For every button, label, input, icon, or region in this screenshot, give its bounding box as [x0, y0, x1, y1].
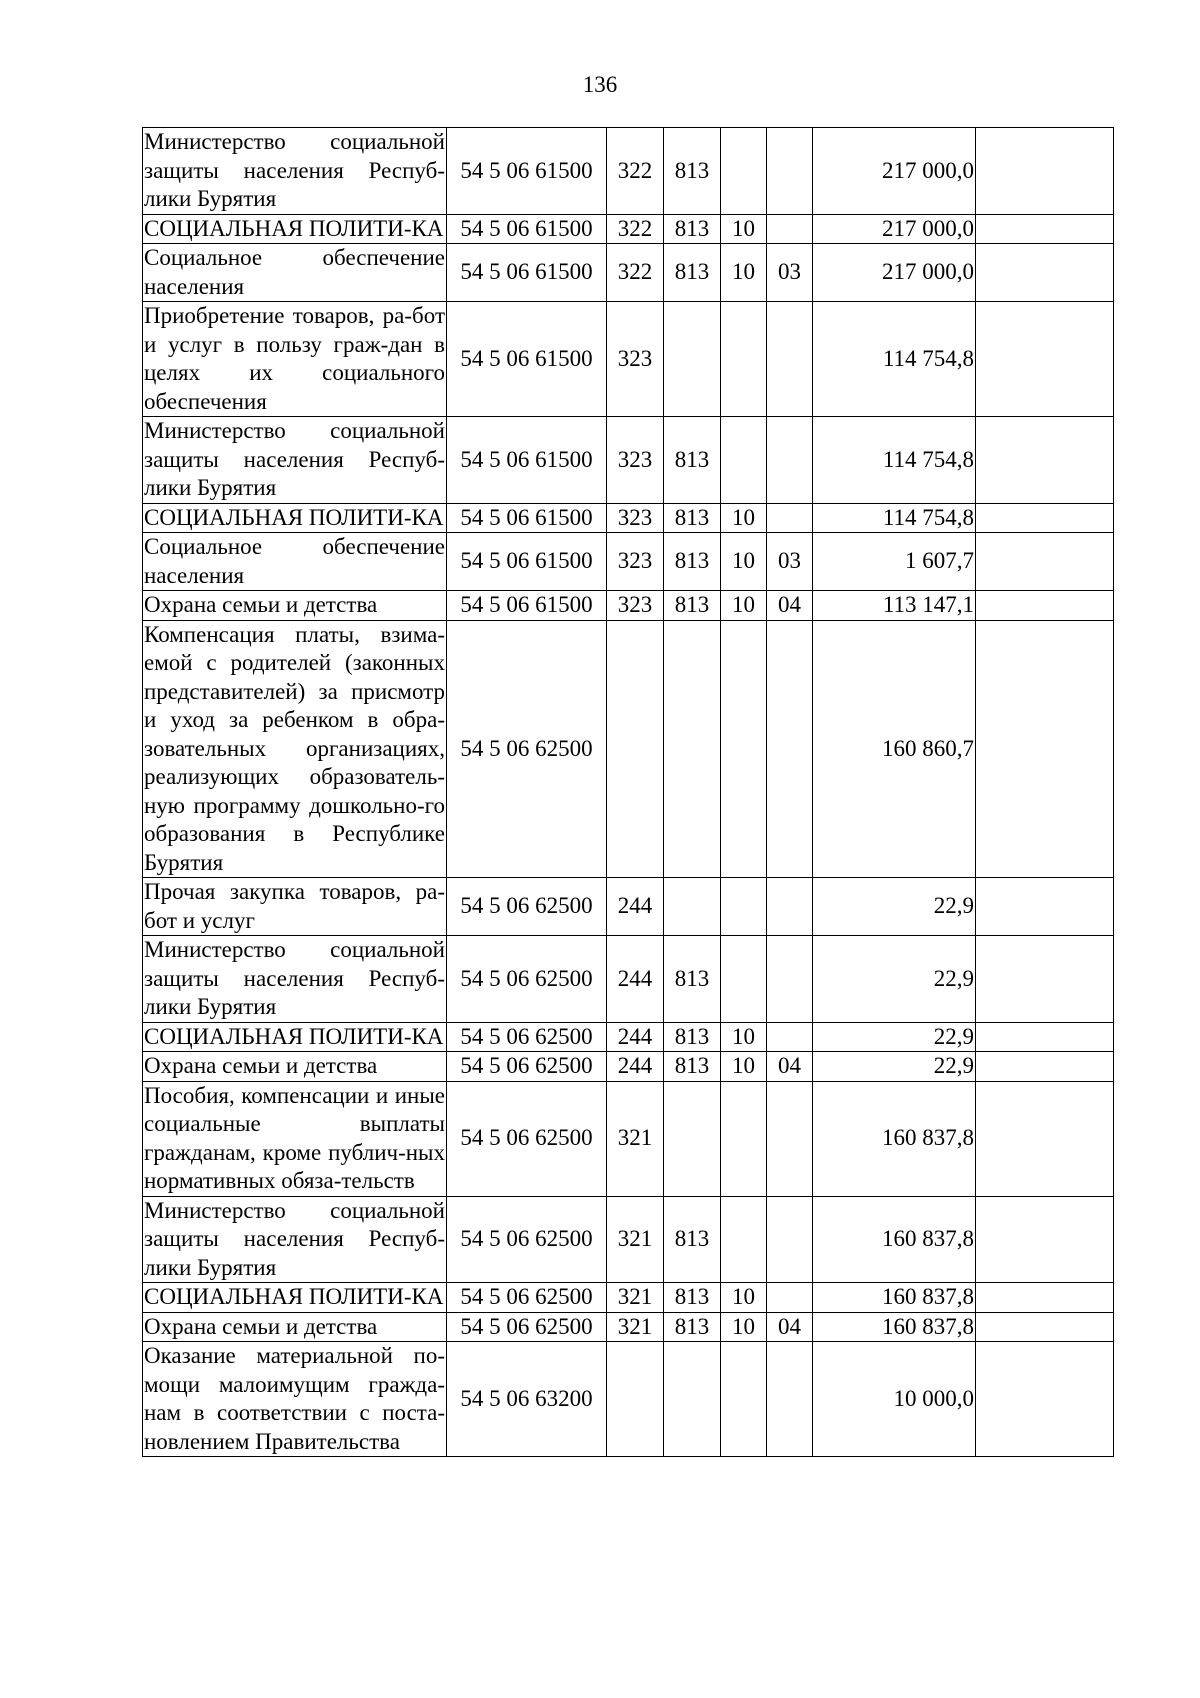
grbs-cell: 813: [664, 128, 721, 215]
target-article-code-cell: 54 5 06 62500: [447, 1022, 607, 1052]
grbs-cell: 813: [664, 1196, 721, 1283]
table-row: [143, 591, 1114, 621]
table-row: [143, 1022, 1114, 1052]
expense-type-cell: 323: [607, 591, 664, 621]
amount-cell: 160 837,8: [813, 1196, 976, 1283]
table-row: [143, 1342, 1114, 1457]
empty-cell: [976, 936, 1114, 1023]
section-cell: [721, 417, 767, 504]
section-cell: [721, 936, 767, 1023]
subsection-cell: [767, 620, 813, 878]
expense-type-cell: 322: [607, 128, 664, 215]
amount-cell: 22,9: [813, 1052, 976, 1082]
target-article-code-cell: 54 5 06 62500: [447, 878, 607, 936]
grbs-cell: 813: [664, 214, 721, 244]
subsection-cell: 04: [767, 1052, 813, 1082]
item-name-cell: СОЦИАЛЬНАЯ ПОЛИТИ-КА: [143, 1022, 447, 1052]
empty-cell: [976, 878, 1114, 936]
table-body: [143, 128, 1114, 1457]
subsection-cell: [767, 1022, 813, 1052]
expense-type-cell: 244: [607, 1052, 664, 1082]
table-row: [143, 128, 1114, 215]
section-cell: [721, 302, 767, 417]
empty-cell: [976, 214, 1114, 244]
expense-type-cell: 244: [607, 1022, 664, 1052]
subsection-cell: 04: [767, 591, 813, 621]
subsection-cell: 04: [767, 1312, 813, 1342]
item-name-cell: СОЦИАЛЬНАЯ ПОЛИТИ-КА: [143, 1283, 447, 1313]
grbs-cell: 813: [664, 1312, 721, 1342]
target-article-code-cell: 54 5 06 62500: [447, 620, 607, 878]
table-row: [143, 1081, 1114, 1196]
grbs-cell: [664, 1342, 721, 1457]
empty-cell: [976, 1022, 1114, 1052]
subsection-cell: [767, 1342, 813, 1457]
section-cell: [721, 1196, 767, 1283]
target-article-code-cell: 54 5 06 61500: [447, 417, 607, 504]
target-article-code-cell: 54 5 06 61500: [447, 128, 607, 215]
section-cell: 10: [721, 1052, 767, 1082]
amount-cell: 160 837,8: [813, 1081, 976, 1196]
table-row: [143, 936, 1114, 1023]
grbs-cell: 813: [664, 936, 721, 1023]
section-cell: [721, 878, 767, 936]
empty-cell: [976, 244, 1114, 302]
subsection-cell: [767, 1283, 813, 1313]
table-row: [143, 417, 1114, 504]
amount-cell: 160 837,8: [813, 1283, 976, 1313]
item-name-cell: Компенсация платы, взима-емой с родителей (законных представителей) за присмотр и уход за ребенком в обра-зовательных организациях, реализующих образователь-ную программу дошкольно-го образования в Республике Бурятия: [143, 620, 447, 878]
target-article-code-cell: 54 5 06 62500: [447, 936, 607, 1023]
item-name-cell: Прочая закупка товаров, ра-бот и услуг: [143, 878, 447, 936]
subsection-cell: [767, 1081, 813, 1196]
grbs-cell: [664, 1081, 721, 1196]
table-row: [143, 1283, 1114, 1313]
item-name-cell: Социальное обеспечение населения: [143, 533, 447, 591]
empty-cell: [976, 1081, 1114, 1196]
expense-type-cell: 321: [607, 1196, 664, 1283]
table-row: [143, 878, 1114, 936]
grbs-cell: 813: [664, 1052, 721, 1082]
item-name-cell: Министерство социальной защиты населения Респуб-лики Бурятия: [143, 936, 447, 1023]
item-name-cell: Пособия, компенсации и иные социальные выплаты гражданам, кроме публич-ных нормативных обяза-тельств: [143, 1081, 447, 1196]
item-name-cell: СОЦИАЛЬНАЯ ПОЛИТИ-КА: [143, 214, 447, 244]
target-article-code-cell: 54 5 06 61500: [447, 591, 607, 621]
target-article-code-cell: 54 5 06 61500: [447, 302, 607, 417]
grbs-cell: 813: [664, 1022, 721, 1052]
table-row: [143, 1312, 1114, 1342]
grbs-cell: [664, 878, 721, 936]
item-name-cell: Министерство социальной защиты населения Респуб-лики Бурятия: [143, 128, 447, 215]
amount-cell: 217 000,0: [813, 244, 976, 302]
expense-type-cell: 323: [607, 533, 664, 591]
expense-type-cell: 321: [607, 1283, 664, 1313]
grbs-cell: 813: [664, 244, 721, 302]
page-number: 136: [582, 72, 618, 97]
table-row: [143, 620, 1114, 878]
expense-type-cell: 323: [607, 503, 664, 533]
empty-cell: [976, 1342, 1114, 1457]
target-article-code-cell: 54 5 06 63200: [447, 1342, 607, 1457]
empty-cell: [976, 1052, 1114, 1082]
item-name-cell: Охрана семьи и детства: [143, 591, 447, 621]
subsection-cell: [767, 417, 813, 504]
item-name-cell: Охрана семьи и детства: [143, 1312, 447, 1342]
empty-cell: [976, 591, 1114, 621]
target-article-code-cell: 54 5 06 62500: [447, 1081, 607, 1196]
expense-type-cell: 323: [607, 417, 664, 504]
table-row: [143, 302, 1114, 417]
subsection-cell: [767, 878, 813, 936]
grbs-cell: 813: [664, 591, 721, 621]
amount-cell: 217 000,0: [813, 214, 976, 244]
table-row: [143, 503, 1114, 533]
target-article-code-cell: 54 5 06 62500: [447, 1312, 607, 1342]
table-row: [143, 244, 1114, 302]
section-cell: [721, 128, 767, 215]
target-article-code-cell: 54 5 06 62500: [447, 1283, 607, 1313]
expense-type-cell: 323: [607, 302, 664, 417]
expense-type-cell: [607, 620, 664, 878]
section-cell: 10: [721, 214, 767, 244]
item-name-cell: Охрана семьи и детства: [143, 1052, 447, 1082]
item-name-cell: СОЦИАЛЬНАЯ ПОЛИТИ-КА: [143, 503, 447, 533]
amount-cell: 22,9: [813, 878, 976, 936]
amount-cell: 114 754,8: [813, 302, 976, 417]
expense-type-cell: 322: [607, 244, 664, 302]
grbs-cell: [664, 620, 721, 878]
amount-cell: 10 000,0: [813, 1342, 976, 1457]
empty-cell: [976, 620, 1114, 878]
section-cell: 10: [721, 1312, 767, 1342]
budget-table: [142, 127, 1114, 1457]
amount-cell: 22,9: [813, 1022, 976, 1052]
empty-cell: [976, 1196, 1114, 1283]
item-name-cell: Социальное обеспечение населения: [143, 244, 447, 302]
grbs-cell: 813: [664, 417, 721, 504]
table-row: [143, 533, 1114, 591]
subsection-cell: [767, 1196, 813, 1283]
amount-cell: 22,9: [813, 936, 976, 1023]
empty-cell: [976, 1312, 1114, 1342]
amount-cell: 160 837,8: [813, 1312, 976, 1342]
grbs-cell: [664, 302, 721, 417]
target-article-code-cell: 54 5 06 61500: [447, 533, 607, 591]
grbs-cell: 813: [664, 503, 721, 533]
empty-cell: [976, 128, 1114, 215]
subsection-cell: 03: [767, 244, 813, 302]
item-name-cell: Приобретение товаров, ра-бот и услуг в пользу граж-дан в целях их социального обеспечения: [143, 302, 447, 417]
table-row: [143, 214, 1114, 244]
subsection-cell: [767, 128, 813, 215]
target-article-code-cell: 54 5 06 61500: [447, 214, 607, 244]
amount-cell: 160 860,7: [813, 620, 976, 878]
subsection-cell: [767, 214, 813, 244]
item-name-cell: Министерство социальной защиты населения Респуб-лики Бурятия: [143, 417, 447, 504]
amount-cell: 217 000,0: [813, 128, 976, 215]
expense-type-cell: 244: [607, 936, 664, 1023]
expense-type-cell: 321: [607, 1312, 664, 1342]
empty-cell: [976, 302, 1114, 417]
empty-cell: [976, 503, 1114, 533]
section-cell: 10: [721, 244, 767, 302]
table-row: [143, 1052, 1114, 1082]
expense-type-cell: 244: [607, 878, 664, 936]
target-article-code-cell: 54 5 06 61500: [447, 244, 607, 302]
empty-cell: [976, 1283, 1114, 1313]
section-cell: 10: [721, 503, 767, 533]
amount-cell: 114 754,8: [813, 417, 976, 504]
section-cell: 10: [721, 591, 767, 621]
subsection-cell: 03: [767, 533, 813, 591]
section-cell: 10: [721, 533, 767, 591]
section-cell: [721, 1081, 767, 1196]
section-cell: [721, 620, 767, 878]
section-cell: 10: [721, 1022, 767, 1052]
amount-cell: 1 607,7: [813, 533, 976, 591]
target-article-code-cell: 54 5 06 62500: [447, 1052, 607, 1082]
section-cell: [721, 1342, 767, 1457]
empty-cell: [976, 533, 1114, 591]
empty-cell: [976, 417, 1114, 504]
table-row: [143, 1196, 1114, 1283]
grbs-cell: 813: [664, 1283, 721, 1313]
section-cell: 10: [721, 1283, 767, 1313]
amount-cell: 113 147,1: [813, 591, 976, 621]
item-name-cell: Оказание материальной по-мощи малоимущим гражда-нам в соответствии с поста-новлением Правительства: [143, 1342, 447, 1457]
item-name-cell: Министерство социальной защиты населения Респуб-лики Бурятия: [143, 1196, 447, 1283]
target-article-code-cell: 54 5 06 61500: [447, 503, 607, 533]
expense-type-cell: 322: [607, 214, 664, 244]
subsection-cell: [767, 302, 813, 417]
target-article-code-cell: 54 5 06 62500: [447, 1196, 607, 1283]
subsection-cell: [767, 503, 813, 533]
expense-type-cell: 321: [607, 1081, 664, 1196]
subsection-cell: [767, 936, 813, 1023]
expense-type-cell: [607, 1342, 664, 1457]
amount-cell: 114 754,8: [813, 503, 976, 533]
grbs-cell: 813: [664, 533, 721, 591]
